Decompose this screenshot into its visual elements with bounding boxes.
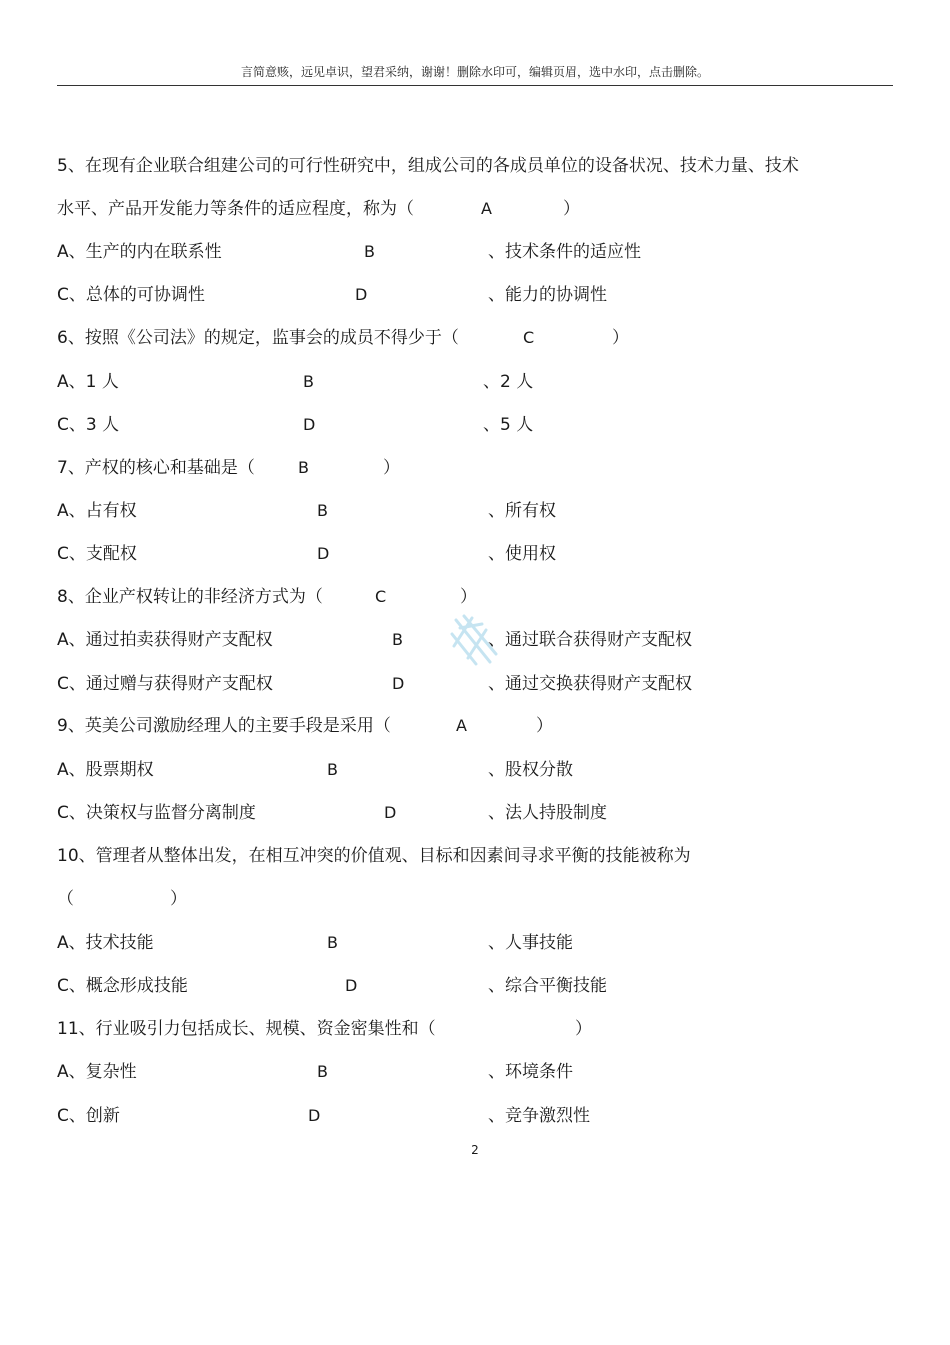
question-7-option-d-letter: D bbox=[317, 544, 330, 563]
header-note: 言简意赅，远见卓识，望君采纳，谢谢！删除水印可，编辑页眉，选中水印，点击删除。 bbox=[240, 65, 709, 79]
question-9-option-b: 、股权分散 bbox=[488, 760, 573, 780]
question-7-stem: 7、产权的核心和基础是（ bbox=[57, 458, 255, 478]
question-5-answer: A bbox=[481, 199, 492, 218]
question-10-option-b-letter: B bbox=[327, 933, 338, 952]
question-10-option-d-letter: D bbox=[345, 976, 358, 995]
question-8-option-d-letter: D bbox=[392, 674, 405, 693]
question-8-answer: C bbox=[375, 587, 387, 606]
question-6-option-d: 、5 人 bbox=[483, 415, 534, 435]
question-9-option-d-letter: D bbox=[384, 803, 397, 822]
question-5-option-d: 、能力的协调性 bbox=[488, 285, 607, 305]
question-8-option-b-letter: B bbox=[392, 630, 403, 649]
question-8-option-c: C、通过赠与获得财产支配权 bbox=[57, 674, 273, 694]
question-10-open-paren: （ bbox=[57, 889, 74, 909]
question-5-stem-line2: 水平、产品开发能力等条件的适应程度，称为（ bbox=[57, 199, 414, 219]
question-8-stem: 8、企业产权转让的非经济方式为（ bbox=[57, 587, 323, 607]
question-9-option-a: A、股票期权 bbox=[57, 760, 154, 780]
page-number: 2 bbox=[471, 1143, 479, 1157]
question-10-close-paren: ） bbox=[170, 889, 187, 909]
question-5-stem-line1: 5、在现有企业联合组建公司的可行性研究中，组成公司的各成员单位的设备状况、技术力量、技术 bbox=[57, 156, 799, 176]
question-5-option-b: 、技术条件的适应性 bbox=[488, 242, 641, 262]
question-6-option-c: C、3 人 bbox=[57, 415, 120, 435]
question-6-close-paren: ） bbox=[612, 328, 629, 348]
question-11-close-paren: ） bbox=[575, 1019, 592, 1039]
question-5-option-b-letter: B bbox=[364, 242, 375, 261]
question-6-answer: C bbox=[523, 328, 535, 347]
question-11-option-c: C、创新 bbox=[57, 1106, 120, 1126]
header-divider bbox=[57, 85, 893, 86]
question-7-option-a: A、占有权 bbox=[57, 501, 137, 521]
question-10-option-b: 、人事技能 bbox=[488, 933, 573, 953]
question-9-option-b-letter: B bbox=[327, 760, 338, 779]
question-10-stem-line1: 10、管理者从整体出发，在相互冲突的价值观、目标和因素间寻求平衡的技能被称为 bbox=[57, 846, 691, 866]
question-9-answer: A bbox=[456, 716, 467, 735]
question-5-option-d-letter: D bbox=[355, 285, 368, 304]
question-11-stem: 11、行业吸引力包括成长、规模、资金密集性和（ bbox=[57, 1019, 436, 1039]
question-10-option-a: A、技术技能 bbox=[57, 933, 154, 953]
question-5-option-a: A、生产的内在联系性 bbox=[57, 242, 222, 262]
question-6-option-b-letter: B bbox=[303, 372, 314, 391]
question-9-option-d: 、法人持股制度 bbox=[488, 803, 607, 823]
question-7-close-paren: ） bbox=[383, 458, 400, 478]
question-5-option-c: C、总体的可协调性 bbox=[57, 285, 205, 305]
question-9-stem: 9、英美公司激励经理人的主要手段是采用（ bbox=[57, 716, 391, 736]
question-7-option-b-letter: B bbox=[317, 501, 328, 520]
question-6-option-b: 、2 人 bbox=[483, 372, 534, 392]
question-10-option-d: 、综合平衡技能 bbox=[488, 976, 607, 996]
question-9-close-paren: ） bbox=[536, 716, 553, 736]
question-7-option-c: C、支配权 bbox=[57, 544, 137, 564]
question-11-option-d: 、竞争激烈性 bbox=[488, 1106, 590, 1126]
question-11-option-b: 、环境条件 bbox=[488, 1062, 573, 1082]
question-11-option-d-letter: D bbox=[308, 1106, 321, 1125]
question-11-option-a: A、复杂性 bbox=[57, 1062, 137, 1082]
question-7-answer: B bbox=[298, 458, 309, 477]
question-10-option-c: C、概念形成技能 bbox=[57, 976, 188, 996]
question-8-close-paren: ） bbox=[460, 587, 477, 607]
watermark-icon bbox=[442, 610, 504, 672]
question-7-option-b: 、所有权 bbox=[488, 501, 556, 521]
question-9-option-c: C、决策权与监督分离制度 bbox=[57, 803, 256, 823]
question-11-option-b-letter: B bbox=[317, 1062, 328, 1081]
question-8-option-d: 、通过交换获得财产支配权 bbox=[488, 674, 692, 694]
question-7-option-d: 、使用权 bbox=[488, 544, 556, 564]
question-6-option-a: A、1 人 bbox=[57, 372, 119, 392]
question-6-stem: 6、按照《公司法》的规定，监事会的成员不得少于（ bbox=[57, 328, 459, 348]
question-6-option-d-letter: D bbox=[303, 415, 316, 434]
question-8-option-b: 、通过联合获得财产支配权 bbox=[488, 630, 692, 650]
question-5-close-paren: ） bbox=[563, 199, 580, 219]
question-8-option-a: A、通过拍卖获得财产支配权 bbox=[57, 630, 273, 650]
